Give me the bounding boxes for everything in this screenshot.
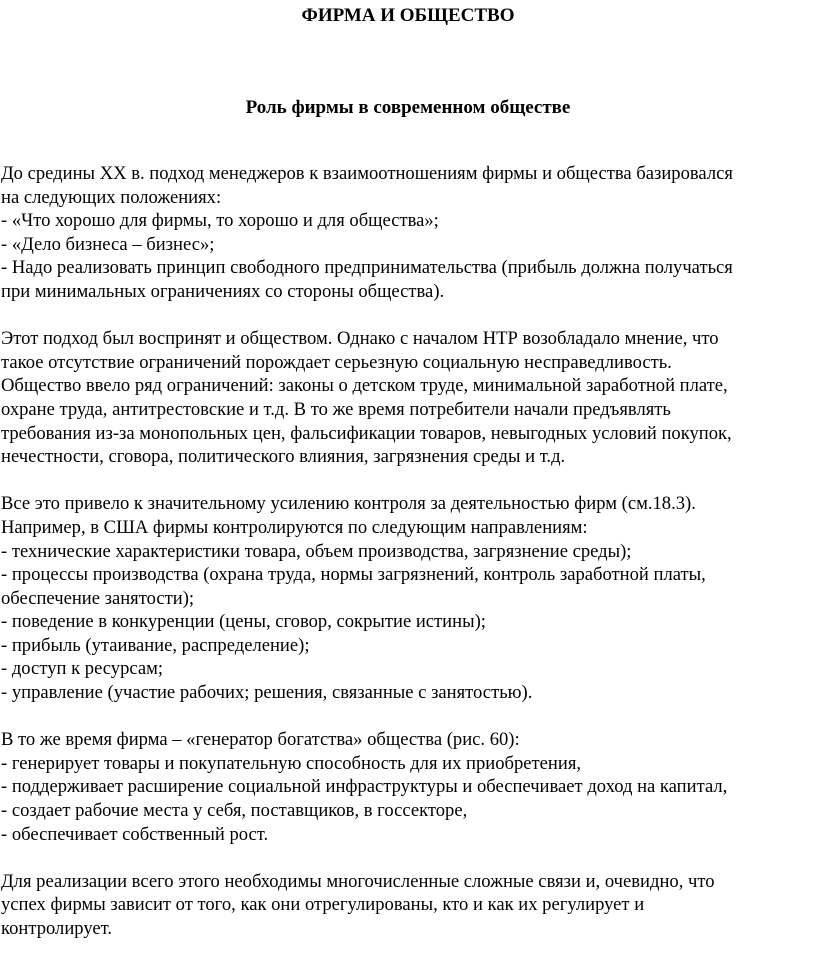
text-line: - создает рабочие места у себя, поставщиков, в госсекторе, xyxy=(1,800,468,822)
text-line: обеспечение занятости); xyxy=(1,587,195,609)
text-line: Для реализации всего этого необходимы многочисленные сложные связи и, очевидно, что xyxy=(1,870,715,892)
text-line: - доступ к ресурсам; xyxy=(1,658,164,680)
text-line: До средины XX в. подход менеджеров к взаимоотношениям фирмы и общества базировался xyxy=(1,163,733,184)
text-line: Например, в США фирмы контролируются по следующим направлениям: xyxy=(1,516,588,538)
text-line: успех фирмы зависит от того, как они отрегулированы, кто и как их регулирует и xyxy=(1,894,645,916)
document-subtitle: Роль фирмы в современном обществе xyxy=(245,97,571,118)
paragraph-spacer xyxy=(1,304,813,328)
text-line: - управление (участие рабочих; решения, связанные с занятостью). xyxy=(1,682,533,704)
text-line: - технические характеристики товара, объем производства, загрязнение среды); xyxy=(1,540,632,562)
text-line: В то же время фирма – «генератор богатства» общества (рис. 60): xyxy=(1,729,520,751)
paragraph-spacer xyxy=(1,705,813,729)
text-line: - поддерживает расширение социальной инфраструктуры и обеспечивает доход на капитал, xyxy=(1,776,728,798)
paragraph-spacer xyxy=(1,469,813,493)
text-line: - генерирует товары и покупательную способность для их приобретения, xyxy=(1,752,582,774)
text-line: - «Дело бизнеса – бизнес»; xyxy=(1,233,215,255)
text-line: Все это привело к значительному усилению контроля за деятельностью фирм (см.18.3). xyxy=(1,493,696,515)
text-line: требования из-за монопольных цен, фальсификации товаров, невыгодных условий покупок, xyxy=(1,422,732,444)
text-line: - поведение в конкуренции (цены, сговор, сокрытие истины); xyxy=(1,611,486,633)
text-line: - Надо реализовать принцип свободного предпринимательства (прибыль должна получаться xyxy=(1,257,733,279)
text-line: контролирует. xyxy=(1,918,112,939)
paragraph-spacer xyxy=(1,846,813,870)
document-body xyxy=(1,162,813,941)
document-title: ФИРМА И ОБЩЕСТВО xyxy=(301,5,515,26)
text-line: Этот подход был воспринят и обществом. Однако с началом НТР возобладало мнение, что xyxy=(1,328,719,350)
text-line: охране труда, антитрестовские и т.д. В то же время потребители начали предъявлять xyxy=(1,398,671,420)
text-line: - процессы производства (охрана труда, нормы загрязнений, контроль заработной платы, xyxy=(1,564,706,586)
text-line: - «Что хорошо для фирмы, то хорошо и для общества»; xyxy=(1,210,439,232)
text-line: - прибыль (утаивание, распределение); xyxy=(1,634,310,656)
text-line: при минимальных ограничениях со стороны общества). xyxy=(1,280,445,302)
text-line: нечестности, сговора, политического влияния, загрязнения среды и т.д. xyxy=(1,446,566,468)
text-line: такое отсутствие ограничений порождает серьезную социальную несправедливость. xyxy=(1,351,672,373)
text-line: на следующих положениях: xyxy=(1,186,222,208)
text-line: - обеспечивает собственный рост. xyxy=(1,823,269,845)
text-line: Общество ввело ряд ограничений: законы о детском труде, минимальной заработной плате, xyxy=(1,375,728,397)
